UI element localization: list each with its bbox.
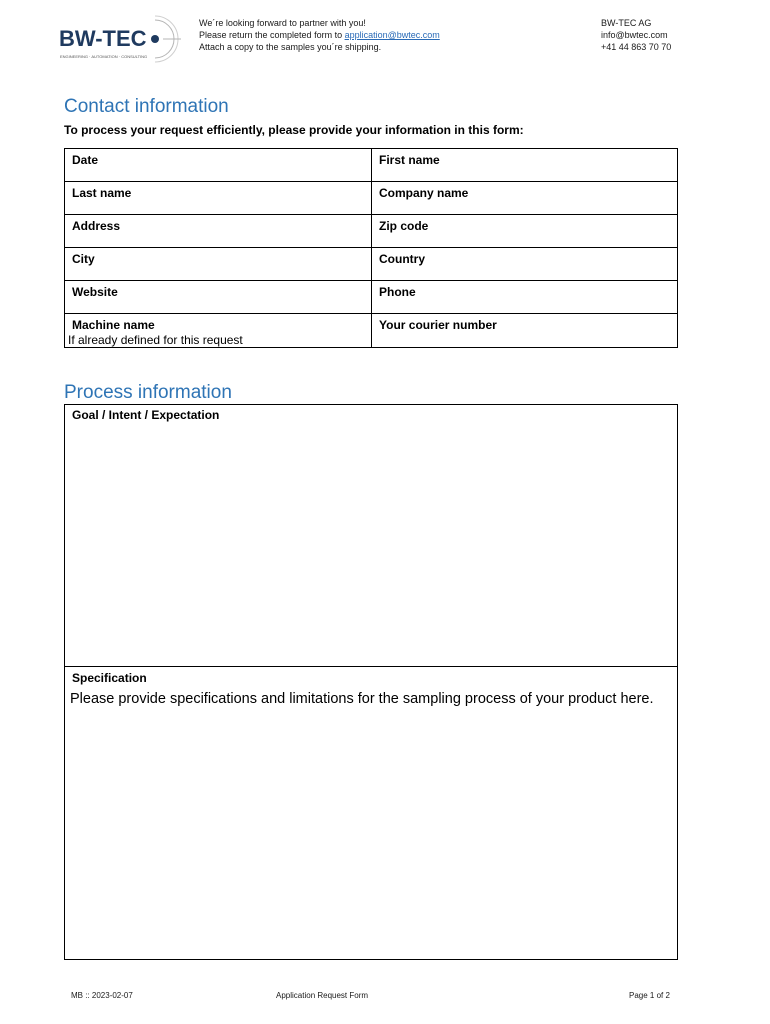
date-label: Date xyxy=(72,153,99,167)
address-label: Address xyxy=(72,219,121,233)
phone-field[interactable] xyxy=(372,281,677,314)
bwtec-logo xyxy=(55,14,185,64)
header-message-line1: We´re looking forward to partner with you! xyxy=(199,18,366,28)
country-label: Country xyxy=(379,252,425,266)
contact-intro: To process your request efficiently, please provide your information in this form: xyxy=(64,123,524,137)
courier-number-field[interactable] xyxy=(372,314,677,347)
specification-field[interactable] xyxy=(65,667,677,712)
zip-code-field[interactable] xyxy=(372,215,677,248)
website-field[interactable] xyxy=(65,281,372,314)
footer-date: MB :: 2023-02-07 xyxy=(71,991,133,1000)
last-name-label: Last name xyxy=(72,186,132,200)
contact-section-title: Contact information xyxy=(64,96,229,117)
company-name-label: Company name xyxy=(379,186,469,200)
website-label: Website xyxy=(72,285,118,299)
city-field[interactable] xyxy=(65,248,372,281)
phone-label: Phone xyxy=(379,285,416,299)
logo-tagline: ENGINEERING · AUTOMATION · CONSULTING xyxy=(60,54,148,59)
first-name-label: First name xyxy=(379,153,440,167)
date-field[interactable] xyxy=(65,149,372,182)
contact-form-table xyxy=(64,148,678,348)
header-message-line3: Attach a copy to the samples you´re shipping. xyxy=(199,42,382,52)
header-message-line2 xyxy=(199,29,440,41)
header-contact xyxy=(601,17,671,53)
city-label: City xyxy=(72,252,95,266)
last-name-field[interactable] xyxy=(65,182,372,215)
specification-label: Specification xyxy=(72,671,147,685)
country-field[interactable] xyxy=(372,248,677,281)
footer-page-number: Page 1 of 2 xyxy=(629,991,670,1000)
courier-number-label: Your courier number xyxy=(379,318,497,332)
specification-text: Please provide specifications and limitations for the sampling process of your product here. xyxy=(70,691,654,707)
footer-title: Application Request Form xyxy=(276,991,369,1000)
company-name-field[interactable] xyxy=(372,182,677,215)
header-message-line2-prefix: Please return the completed form to xyxy=(199,30,345,40)
machine-name-label: Machine name xyxy=(72,318,155,332)
address-field[interactable] xyxy=(65,215,372,248)
machine-name-hint: If already defined for this request xyxy=(68,333,243,347)
contact-email: info@bwtec.com xyxy=(601,30,668,40)
goal-label: Goal / Intent / Expectation xyxy=(72,408,220,422)
header-message xyxy=(199,17,440,53)
application-email-link[interactable]: application@bwtec.com xyxy=(344,30,440,40)
process-section-title: Process information xyxy=(64,382,232,403)
company-name: BW-TEC AG xyxy=(601,18,652,28)
goal-field[interactable] xyxy=(65,405,677,667)
logo-wordmark: BW-TEC xyxy=(59,26,147,51)
contact-phone: +41 44 863 70 70 xyxy=(601,42,672,52)
zip-code-label: Zip code xyxy=(379,219,429,233)
process-form-box xyxy=(64,404,678,960)
first-name-field[interactable] xyxy=(372,149,677,182)
machine-name-field[interactable] xyxy=(65,314,372,347)
